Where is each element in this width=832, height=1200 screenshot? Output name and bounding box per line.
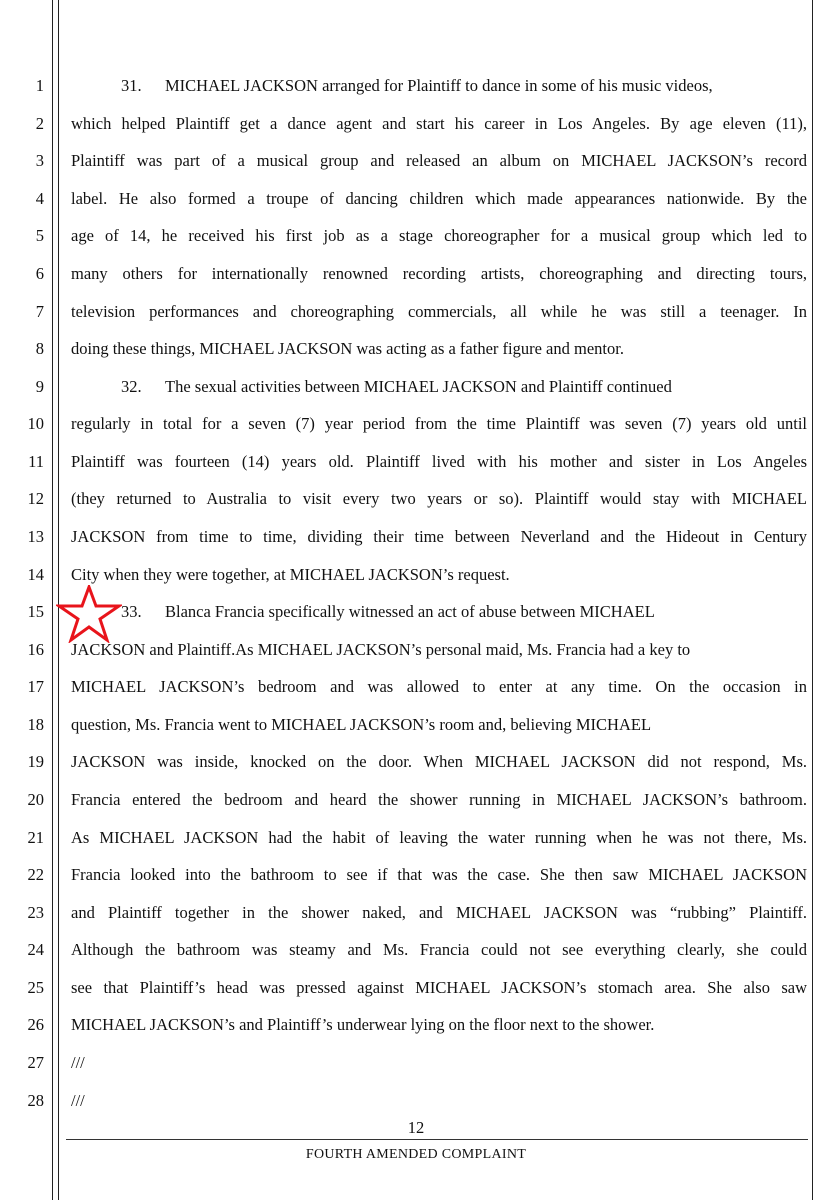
separator-mark: ///	[71, 1053, 85, 1072]
line-number: 3	[35, 151, 44, 170]
paragraph-line: JACKSON was inside, knocked on the door. When MICHAEL JACKSON did not respond, Ms.	[71, 752, 807, 771]
line-number: 12	[27, 489, 44, 508]
line-number: 11	[28, 452, 44, 471]
paragraph-line: age of 14, he received his first job as a stage choreographer for a musical group which led to	[71, 226, 807, 245]
paragraph-line: label. He also formed a troupe of dancing children which made appearances nationwide. By the	[71, 189, 807, 208]
star-outline-icon	[56, 585, 122, 643]
line-number: 23	[27, 903, 44, 922]
paragraph-number: 32.	[121, 377, 142, 396]
line-number: 8	[35, 339, 44, 358]
line-number: 14	[27, 565, 44, 584]
paragraph-line: City when they were together, at MICHAEL JACKSON’s request.	[71, 565, 510, 584]
page-number: 12	[407, 1118, 425, 1137]
line-number: 25	[27, 978, 44, 997]
paragraph-line: many others for internationally renowned recording artists, choreographing and directing tours,	[71, 264, 807, 283]
paragraph-line: television performances and choreographing commercials, all while he was still a teenager. In	[71, 302, 807, 321]
line-number: 7	[35, 302, 44, 321]
paragraph-line: (they returned to Australia to visit every two years or so). Plaintiff would stay with MICHAEL	[71, 489, 807, 508]
line-number: 1	[35, 76, 44, 95]
paragraph-line: MICHAEL JACKSON’s and Plaintiff’s underwear lying on the floor next to the shower.	[71, 1015, 655, 1034]
line-number: 5	[35, 226, 44, 245]
paragraph-line: MICHAEL JACKSON’s bedroom and was allowed to enter at any time. On the occasion in	[71, 677, 807, 696]
line-number: 24	[27, 940, 44, 959]
line-number: 13	[27, 527, 44, 546]
paragraph-line: which helped Plaintiff get a dance agent and start his career in Los Angeles. By age eleven (11),	[71, 114, 807, 133]
line-number: 4	[35, 189, 44, 208]
paragraph-line: doing these things, MICHAEL JACKSON was acting as a father figure and mentor.	[71, 339, 624, 358]
paragraph-number: 31.	[121, 76, 142, 95]
paragraph-line: As MICHAEL JACKSON had the habit of leaving the water running when he was not there, Ms.	[71, 828, 807, 847]
line-number: 26	[27, 1015, 44, 1034]
paragraph-33-first-line	[71, 602, 807, 622]
line-number: 2	[35, 114, 44, 133]
line-number: 18	[27, 715, 44, 734]
paragraph-31-first-line	[71, 76, 807, 96]
paragraph-text: Blanca Francia specifically witnessed an act of abuse between MICHAEL	[165, 602, 655, 621]
line-number: 6	[35, 264, 44, 283]
paragraph-line: regularly in total for a seven (7) year period from the time Plaintiff was seven (7) years old until	[71, 414, 807, 433]
line-number: 16	[27, 640, 44, 659]
paragraph-line: Although the bathroom was steamy and Ms. Francia could not see everything clearly, she could	[71, 940, 807, 959]
line-number: 17	[27, 677, 44, 696]
line-number: 27	[27, 1053, 44, 1072]
line-number: 21	[27, 828, 44, 847]
paragraph-line: question, Ms. Francia went to MICHAEL JACKSON’s room and, believing MICHAEL	[71, 715, 652, 734]
paragraph-line: Plaintiff was fourteen (14) years old. Plaintiff lived with his mother and sister in Los Angeles	[71, 452, 807, 471]
paragraph-line: JACKSON from time to time, dividing their time between Neverland and the Hideout in Century	[71, 527, 807, 546]
line-number: 20	[27, 790, 44, 809]
line-number: 10	[27, 414, 44, 433]
paragraph-line: see that Plaintiff’s head was pressed against MICHAEL JACKSON’s stomach area. She also saw	[71, 978, 807, 997]
paragraph-line: Plaintiff was part of a musical group and released an album on MICHAEL JACKSON’s record	[71, 151, 807, 170]
left-margin-rule-outer	[52, 0, 53, 1200]
line-number: 9	[35, 377, 44, 396]
paragraph-text: MICHAEL JACKSON arranged for Plaintiff to dance in some of his music videos,	[165, 76, 713, 95]
document-title-footer: FOURTH AMENDED COMPLAINT	[305, 1147, 527, 1162]
right-margin-rule	[812, 0, 813, 1200]
paragraph-text: The sexual activities between MICHAEL JACKSON and Plaintiff continued	[165, 377, 672, 396]
line-number: 15	[27, 602, 44, 621]
separator-mark: ///	[71, 1091, 85, 1110]
line-number: 28	[27, 1091, 44, 1110]
paragraph-line: Francia entered the bedroom and heard the shower running in MICHAEL JACKSON’s bathroom.	[71, 790, 807, 809]
line-number: 19	[27, 752, 44, 771]
paragraph-line: and Plaintiff together in the shower naked, and MICHAEL JACKSON was “rubbing” Plaintiff.	[71, 903, 807, 922]
paragraph-number: 33.	[121, 602, 142, 621]
footer-rule	[66, 1139, 808, 1140]
paragraph-line: JACKSON and Plaintiff.As MICHAEL JACKSON’s personal maid, Ms. Francia had a key to	[71, 640, 691, 659]
paragraph-32-first-line	[71, 377, 807, 397]
line-number: 22	[27, 865, 44, 884]
paragraph-line: Francia looked into the bathroom to see if that was the case. She then saw MICHAEL JACKSON	[71, 865, 807, 884]
